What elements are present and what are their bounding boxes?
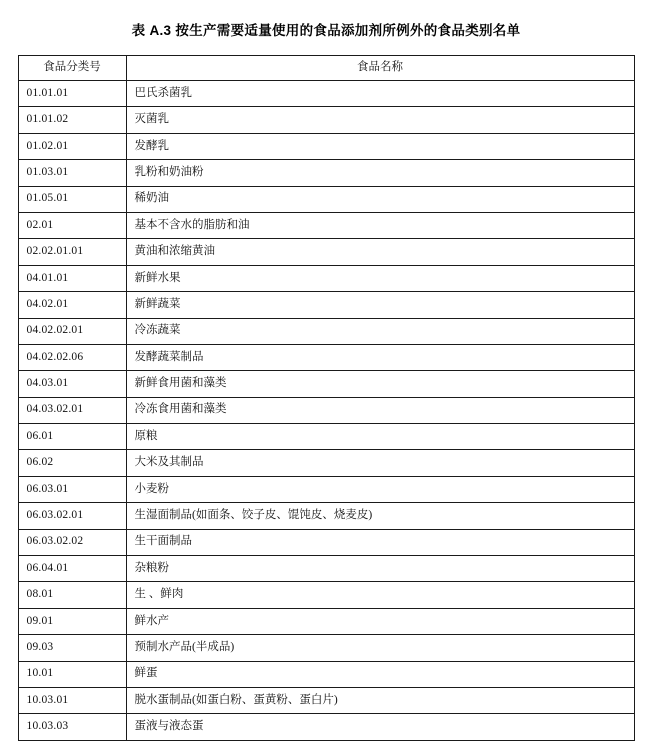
table-row — [18, 160, 634, 186]
cell-food-name: 生湿面制品(如面条、饺子皮、馄饨皮、烧麦皮) — [126, 503, 634, 529]
cell-food-name: 发酵乳 — [126, 133, 634, 159]
cell-food-name: 预制水产品(半成品) — [126, 635, 634, 661]
cell-food-name: 蛋液与液态蛋 — [126, 714, 634, 740]
cell-food-category-code: 01.01.02 — [18, 107, 126, 133]
table-row — [18, 424, 634, 450]
column-header-name: 食品名称 — [126, 56, 634, 81]
cell-food-category-code: 01.01.01 — [18, 81, 126, 107]
table-row — [18, 239, 634, 265]
cell-food-category-code: 04.02.01 — [18, 292, 126, 318]
cell-food-name: 原粮 — [126, 424, 634, 450]
cell-food-name: 乳粉和奶油粉 — [126, 160, 634, 186]
table-row — [18, 186, 634, 212]
cell-food-name: 杂粮粉 — [126, 556, 634, 582]
cell-food-category-code: 10.01 — [18, 661, 126, 687]
table-row — [18, 133, 634, 159]
cell-food-name: 鲜蛋 — [126, 661, 634, 687]
table-row — [18, 318, 634, 344]
table-row — [18, 397, 634, 423]
cell-food-name: 生 、鲜肉 — [126, 582, 634, 608]
cell-food-category-code: 01.02.01 — [18, 133, 126, 159]
cell-food-category-code: 06.03.01 — [18, 476, 126, 502]
table-row — [18, 635, 634, 661]
cell-food-category-code: 04.03.02.01 — [18, 397, 126, 423]
cell-food-category-code: 06.03.02.01 — [18, 503, 126, 529]
cell-food-name: 生干面制品 — [126, 529, 634, 555]
cell-food-category-code: 04.03.01 — [18, 371, 126, 397]
table-row — [18, 371, 634, 397]
table-row — [18, 476, 634, 502]
table-row — [18, 714, 634, 740]
cell-food-name: 发酵蔬菜制品 — [126, 344, 634, 370]
cell-food-name: 脱水蛋制品(如蛋白粉、蛋黄粉、蛋白片) — [126, 687, 634, 713]
table-row — [18, 107, 634, 133]
cell-food-name: 基本不含水的脂肪和油 — [126, 212, 634, 238]
cell-food-name: 大米及其制品 — [126, 450, 634, 476]
table-row — [18, 212, 634, 238]
cell-food-category-code: 08.01 — [18, 582, 126, 608]
cell-food-category-code: 01.03.01 — [18, 160, 126, 186]
cell-food-name: 小麦粉 — [126, 476, 634, 502]
table-row — [18, 582, 634, 608]
cell-food-category-code: 06.03.02.02 — [18, 529, 126, 555]
cell-food-category-code: 06.01 — [18, 424, 126, 450]
table-row — [18, 687, 634, 713]
cell-food-name: 灭菌乳 — [126, 107, 634, 133]
table-row — [18, 556, 634, 582]
cell-food-category-code: 09.03 — [18, 635, 126, 661]
table-row — [18, 450, 634, 476]
cell-food-name: 冷冻食用菌和藻类 — [126, 397, 634, 423]
table-row — [18, 503, 634, 529]
cell-food-name: 黄油和浓缩黄油 — [126, 239, 634, 265]
cell-food-category-code: 06.04.01 — [18, 556, 126, 582]
table-row — [18, 344, 634, 370]
table-row — [18, 292, 634, 318]
cell-food-category-code: 10.03.03 — [18, 714, 126, 740]
cell-food-category-code: 01.05.01 — [18, 186, 126, 212]
table-header — [18, 56, 634, 81]
table-body — [18, 81, 634, 741]
table-row — [18, 265, 634, 291]
column-header-code: 食品分类号 — [18, 56, 126, 81]
cell-food-category-code: 04.01.01 — [18, 265, 126, 291]
cell-food-name: 新鲜蔬菜 — [126, 292, 634, 318]
cell-food-category-code: 04.02.02.01 — [18, 318, 126, 344]
page-title: 表 A.3 按生产需要适量使用的食品添加剂所例外的食品类别名单 — [131, 23, 521, 38]
cell-food-name: 鲜水产 — [126, 608, 634, 634]
cell-food-category-code: 04.02.02.06 — [18, 344, 126, 370]
table-row — [18, 608, 634, 634]
table-header-row — [18, 56, 634, 81]
cell-food-name: 新鲜水果 — [126, 265, 634, 291]
cell-food-category-code: 02.02.01.01 — [18, 239, 126, 265]
table-row — [18, 529, 634, 555]
cell-food-category-code: 09.01 — [18, 608, 126, 634]
cell-food-category-code: 06.02 — [18, 450, 126, 476]
cell-food-name: 新鲜食用菌和藻类 — [126, 371, 634, 397]
cell-food-name: 巴氏杀菌乳 — [126, 81, 634, 107]
food-category-table — [18, 55, 635, 741]
table-row — [18, 661, 634, 687]
table-row — [18, 81, 634, 107]
cell-food-category-code: 02.01 — [18, 212, 126, 238]
cell-food-name: 冷冻蔬菜 — [126, 318, 634, 344]
cell-food-name: 稀奶油 — [126, 186, 634, 212]
cell-food-category-code: 10.03.01 — [18, 687, 126, 713]
